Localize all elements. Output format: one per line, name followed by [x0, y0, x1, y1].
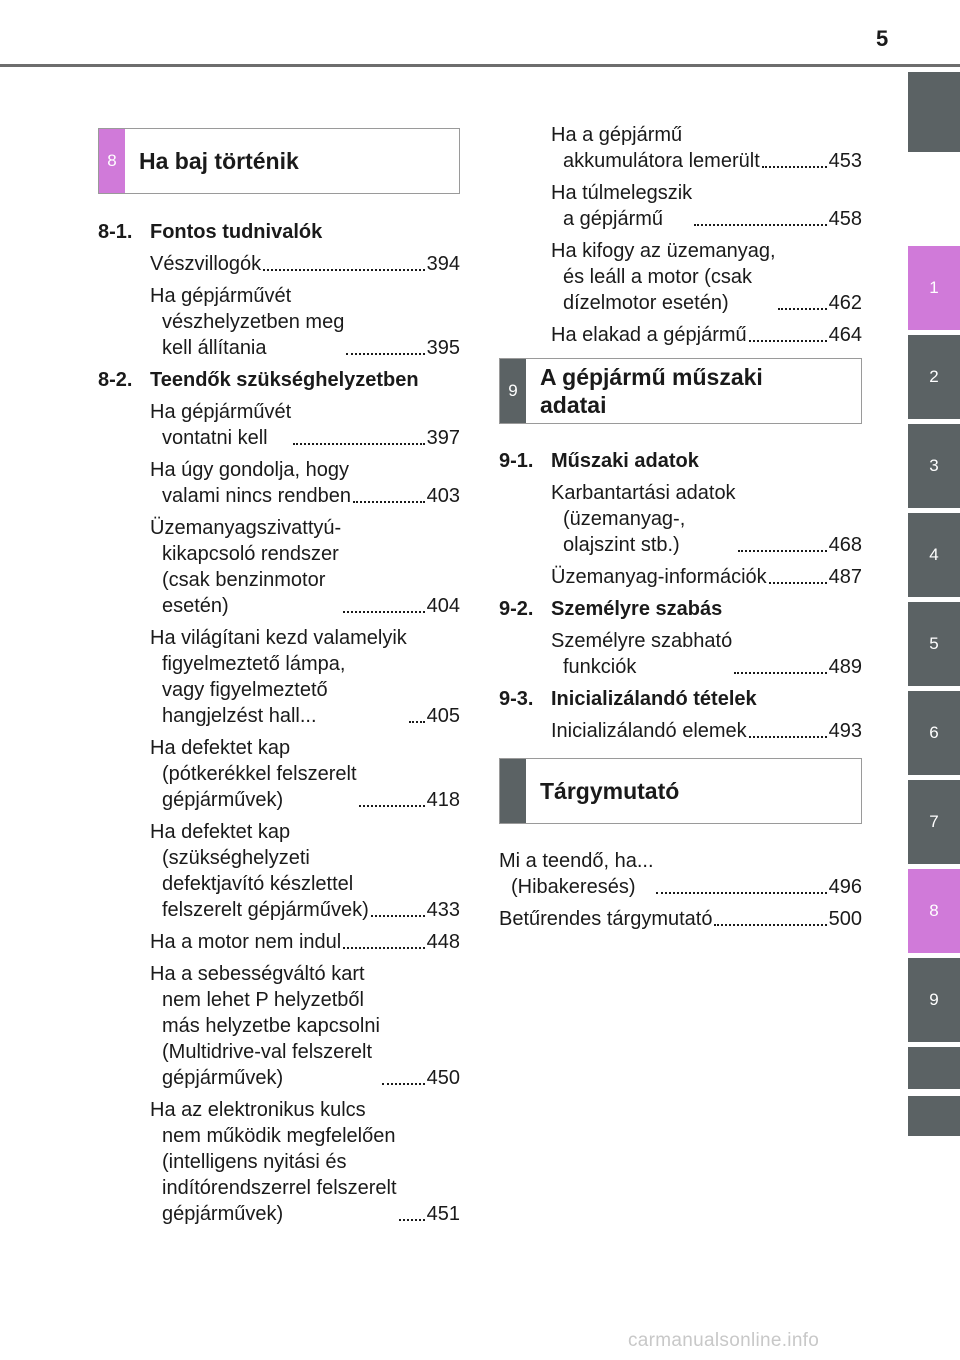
toc-entry[interactable]: Ha úgy gondolja, hogy valami nincs rendben 403	[150, 459, 460, 507]
dot-leader	[694, 224, 826, 226]
left-column	[98, 128, 460, 1233]
section-number: 8-1.	[98, 221, 133, 243]
toc-entry[interactable]: Mi a teendő, ha... (Hibakeresés) 496	[499, 850, 862, 898]
chapter-tab-4[interactable]: 4	[908, 513, 960, 597]
toc-entry[interactable]: Ha az elektronikus kulcs nem működik megfelelően (intelligens nyitási és indítórendszerrel felszerelt gépjárművek) 451	[150, 1099, 460, 1225]
toc-entry[interactable]: Ha gépjárművét vontatni kell 397	[150, 401, 460, 449]
chapter9-marker: 9	[500, 359, 526, 423]
page-ref: 405	[426, 705, 460, 727]
chapter9-title: A gépjármű műszaki adatai	[540, 364, 763, 418]
page-ref: 462	[828, 292, 862, 314]
dot-leader	[749, 736, 827, 738]
index-marker	[500, 759, 526, 823]
section-title: Fontos tudnivalók	[150, 221, 323, 243]
toc-entry[interactable]: Ha elakad a gépjármű 464	[551, 324, 862, 346]
dot-leader	[343, 611, 424, 613]
chapter-tab-8[interactable]: 8	[908, 869, 960, 953]
page-ref: 500	[828, 908, 862, 930]
dot-leader	[293, 443, 424, 445]
toc-entry[interactable]: Üzemanyag-információk 487	[551, 566, 862, 588]
section-title: Műszaki adatok	[551, 450, 699, 472]
page-ref: 468	[828, 534, 862, 556]
chapter-tab-6[interactable]: 6	[908, 691, 960, 775]
page-ref: 404	[426, 595, 460, 617]
section-number: 9-2.	[499, 598, 534, 620]
section-number: 9-1.	[499, 450, 534, 472]
page-ref: 394	[426, 253, 460, 275]
dot-leader	[371, 915, 425, 917]
toc-entry[interactable]: Ha gépjárművét vészhelyzetben meg kell állítania 395	[150, 285, 460, 359]
toc-entry[interactable]: Ha a sebességváltó kart nem lehet P helyzetből más helyzetbe kapcsolni (Multidrive-val felszerelt gépjárművek) 450	[150, 963, 460, 1089]
page-ref: 450	[426, 1067, 460, 1089]
header-rule	[0, 64, 960, 67]
dot-leader	[359, 805, 425, 807]
index-heading	[499, 758, 862, 824]
chapter8-title: Ha baj történik	[139, 148, 299, 174]
page-ref: 451	[426, 1203, 460, 1225]
section-heading	[499, 686, 862, 712]
section-heading	[98, 219, 460, 245]
toc-entry[interactable]: Személyre szabható funkciók 489	[551, 630, 862, 678]
dot-leader	[399, 1219, 425, 1221]
right-column	[499, 122, 862, 938]
section-title: Inicializálandó tételek	[551, 688, 757, 710]
toc-entry[interactable]: Üzemanyagszivattyú- kikapcsoló rendszer (csak benzinmotor esetén) 404	[150, 517, 460, 617]
toc-entry[interactable]: Ha defektet kap (pótkerékkel felszerelt gépjárművek) 418	[150, 737, 460, 811]
dot-leader	[714, 924, 826, 926]
dot-leader	[734, 672, 826, 674]
dot-leader	[749, 340, 827, 342]
chapter-tab-2[interactable]: 2	[908, 335, 960, 419]
dot-leader	[353, 501, 425, 503]
page-ref: 458	[828, 208, 862, 230]
chapter8-marker: 8	[99, 129, 125, 193]
dot-leader	[409, 721, 425, 723]
page-number: 5	[876, 26, 889, 51]
section-number: 8-2.	[98, 369, 133, 391]
page-ref: 493	[828, 720, 862, 742]
page-ref: 489	[828, 656, 862, 678]
toc-entry[interactable]: Ha világítani kezd valamelyik figyelmeztető lámpa, vagy figyelmeztető hangjelzést hall... 405	[150, 627, 460, 727]
page-ref: 453	[828, 150, 862, 172]
dot-leader	[762, 166, 827, 168]
dot-leader	[656, 892, 827, 894]
dot-leader	[263, 269, 424, 271]
chapter-tab-1[interactable]: 1	[908, 246, 960, 330]
section-heading	[98, 367, 460, 393]
toc-entry[interactable]: Ha defektet kap (szükséghelyzeti defektjavító készlettel felszerelt gépjárművek) 433	[150, 821, 460, 921]
chapter-tab-5[interactable]: 5	[908, 602, 960, 686]
chapter8-heading	[98, 128, 460, 194]
toc-entry[interactable]: Inicializálandó elemek 493	[551, 720, 862, 742]
page-ref: 397	[426, 427, 460, 449]
chapter-tab-7[interactable]: 7	[908, 780, 960, 864]
page-ref: 487	[828, 566, 862, 588]
dot-leader	[343, 947, 424, 949]
section-heading	[499, 448, 862, 474]
watermark: carmanualsonline.info	[628, 1330, 820, 1351]
page-ref: 496	[828, 876, 862, 898]
section-number: 9-3.	[499, 688, 534, 710]
chapter-tab-9[interactable]: 9	[908, 958, 960, 1042]
dot-leader	[769, 582, 827, 584]
page-ref: 433	[426, 899, 460, 921]
chapter-tab-blank-2[interactable]	[908, 1096, 960, 1136]
page-ref: 418	[426, 789, 460, 811]
toc-entry[interactable]: Ha túlmelegszik a gépjármű 458	[551, 182, 862, 230]
chapter-tab-blank-top[interactable]	[908, 72, 960, 152]
toc-entry[interactable]: Ha a motor nem indul 448	[150, 931, 460, 953]
chapter9-heading	[499, 358, 862, 424]
dot-leader	[346, 353, 424, 355]
dot-leader	[738, 550, 827, 552]
section-heading	[499, 596, 862, 622]
chapter-tab-blank-1[interactable]	[908, 1047, 960, 1089]
page-ref: 464	[828, 324, 862, 346]
page-ref: 395	[426, 337, 460, 359]
section-title: Személyre szabás	[551, 598, 723, 620]
dot-leader	[382, 1083, 425, 1085]
toc-entry[interactable]: Karbantartási adatok (üzemanyag-, olajszint stb.) 468	[551, 482, 862, 556]
dot-leader	[778, 308, 827, 310]
toc-entry[interactable]: Ha a gépjármű akkumulátora lemerült 453	[551, 124, 862, 172]
page-ref: 448	[426, 931, 460, 953]
page-ref: 403	[426, 485, 460, 507]
chapter-tab-3[interactable]: 3	[908, 424, 960, 508]
index-title: Tárgymutató	[540, 778, 680, 804]
toc-entry[interactable]: Vészvillogók 394	[150, 253, 460, 275]
toc-entry[interactable]: Betűrendes tárgymutató 500	[499, 908, 862, 930]
section-title: Teendők szükséghelyzetben	[150, 369, 419, 391]
toc-entry[interactable]: Ha kifogy az üzemanyag, és leáll a motor (csak dízelmotor esetén) 462	[551, 240, 862, 314]
